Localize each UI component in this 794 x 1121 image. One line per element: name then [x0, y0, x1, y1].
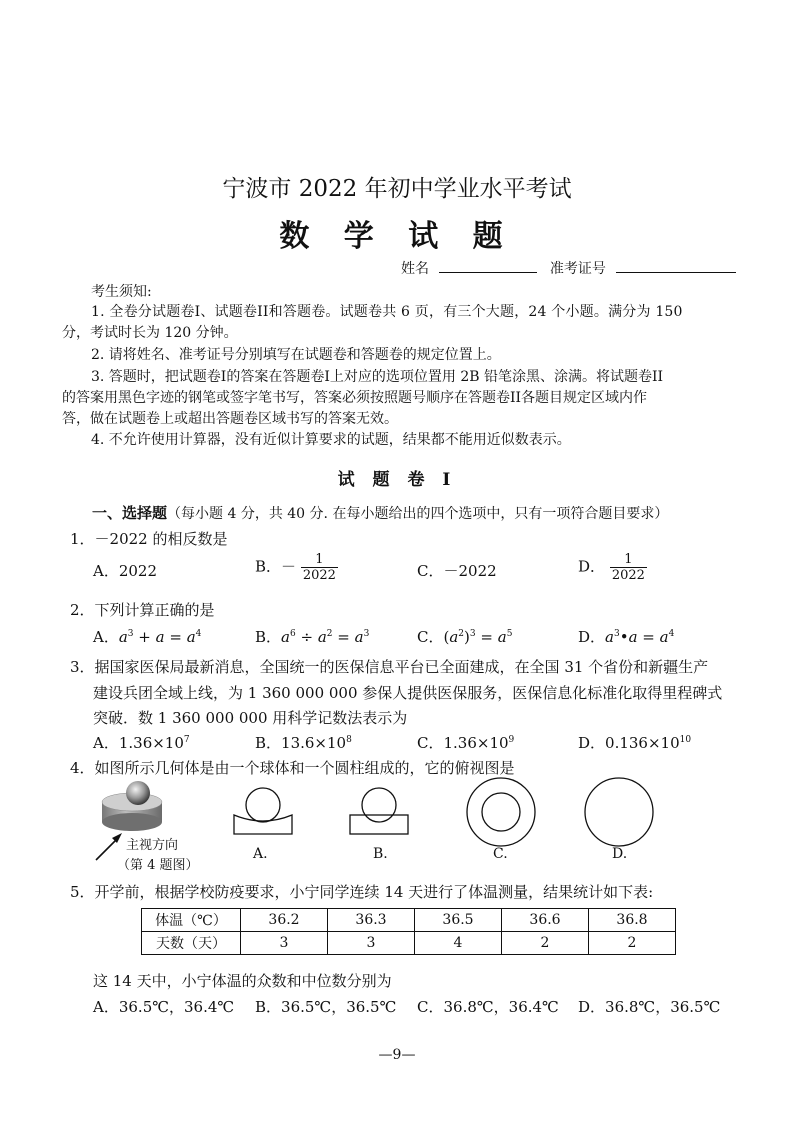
q2-a-label: A． [93, 628, 119, 646]
q1-option-d-prefix: D． [578, 557, 606, 576]
notice-line-4: 3. 答题时，把试题卷I的答案在答题卷I上对应的选项位置用 2B 铅笔涂黑、涂满。将试题卷II [91, 369, 664, 385]
q3-line-3: 突破．数 1 360 000 000 用科学记数法表示为 [93, 709, 408, 727]
q4-figure-caption: （第 4 题图） [117, 858, 199, 873]
q4-option-a-figure [234, 788, 292, 834]
q5-question: 这 14 天中，小宁体温的众数和中位数分别为 [93, 972, 392, 990]
q3-option-c [417, 732, 514, 753]
q2-option-b: B．$a^6 \div a^2 = a^3$ [255, 628, 370, 646]
q1-option-a: A．2022 [93, 562, 158, 580]
table-row [142, 909, 676, 932]
q3-d-base: D．0.136×10 [578, 734, 680, 752]
notice-line-7: 4. 不允许使用计算器，没有近似计算要求的试题，结果都不能用近似数表示。 [91, 432, 571, 448]
q1-option-c: C．－2022 [417, 562, 497, 580]
solid-figure [102, 781, 162, 831]
q3-a-base: A．1.36×10 [93, 734, 184, 752]
q4-option-b-label: B. [373, 846, 388, 862]
table-cell: 36.5 [415, 909, 502, 932]
q2-option-c: C．$(a^2)^3 = a^5$ [417, 628, 513, 646]
q1-option-b [255, 552, 338, 583]
part1-title: 一、选择题 [92, 504, 168, 522]
q4-view-label: 主视方向 [126, 838, 179, 853]
q3-d-exp: 10 [679, 735, 692, 745]
notice-heading: 考生须知: [91, 284, 152, 300]
part1-note: （每小题 4 分，共 40 分. 在每小题给出的四个选项中，只有一项符合题目要求） [167, 506, 669, 522]
table-cell: 36.6 [502, 909, 589, 932]
q2-option-d: D．$a^3•a = a^4$ [578, 628, 675, 646]
q2-stem: 2．下列计算正确的是 [70, 601, 215, 619]
q3-c-base: C．1.36×10 [417, 734, 509, 752]
q1-option-b-fraction [301, 552, 338, 583]
notice-line-3: 2. 请将姓名、准考证号分别填写在试题卷和答题卷的规定位置上。 [91, 347, 501, 363]
temperature-table [141, 908, 676, 955]
q3-b-exp: 8 [346, 735, 352, 745]
table-cell: 2 [502, 932, 589, 955]
table-cell: 36.3 [328, 909, 415, 932]
table-cell: 36.2 [241, 909, 328, 932]
table-cell: 3 [328, 932, 415, 955]
notice-line-6: 答，做在试题卷上或超出答题卷区域书写的答案无效。 [62, 411, 398, 427]
q4-option-d-label: D. [612, 846, 628, 862]
q1-d-denominator: 2022 [611, 568, 645, 583]
q3-a-exp: 7 [183, 735, 190, 745]
q1-b-denominator: 2022 [302, 568, 336, 583]
section-title: 试 题 卷 I [337, 470, 457, 490]
q5-option-a: A．36.5℃，36.4℃ [93, 998, 235, 1016]
q4-option-d-figure [585, 778, 653, 846]
q1-option-b-prefix: B．－ [255, 557, 297, 576]
page-number: —9— [378, 1047, 416, 1063]
q5-option-b: B．36.5℃，36.5℃ [255, 998, 397, 1016]
q1-b-numerator: 1 [301, 552, 338, 568]
q3-line-2: 建设兵团全域上线，为 1 360 000 000 参保人提供医保服务，医保信息化标准化取得里程碑式 [93, 684, 723, 702]
q3-option-a [93, 732, 190, 753]
notice-line-1: 1. 全卷分试题卷I、试题卷II和答题卷。试题卷共 6 页，有三个大题，24 个小题。满分为 150 [91, 304, 683, 320]
q1-option-d [578, 552, 647, 583]
part1-heading [92, 502, 668, 523]
q2-b-label: B． [255, 628, 282, 646]
name-label: 姓名 [401, 261, 429, 277]
q3-b-base: B．13.6×10 [255, 734, 347, 752]
q2-option-a: A．$a^3 + a = a^4$ [93, 628, 202, 646]
table-cell: 36.8 [589, 909, 676, 932]
table-cell: 3 [241, 932, 328, 955]
table-cell: 4 [415, 932, 502, 955]
subject-title: 数 学 试 题 [279, 219, 515, 254]
q5-option-c: C．36.8℃，36.4℃ [417, 998, 559, 1016]
row-header-days: 天数（天） [142, 932, 241, 955]
q2-c-label: C． [417, 628, 444, 646]
q3-option-d [578, 732, 691, 753]
table-row [142, 932, 676, 955]
q2-d-label: D． [578, 628, 606, 646]
q1-d-numerator: 1 [610, 552, 647, 568]
q5-stem: 5．开学前，根据学校防疫要求，小宁同学连续 14 天进行了体温测量，结果统计如下表: [70, 883, 654, 901]
q1-stem: 1．－2022 的相反数是 [70, 530, 228, 548]
name-blank [439, 258, 537, 273]
q4-option-c-figure [467, 778, 535, 846]
exam-title: 宁波市 2022 年初中学业水平考试 [222, 176, 572, 202]
row-header-temp: 体温（℃） [142, 909, 241, 932]
q3-line-1: 3．据国家医保局最新消息，全国统一的医保信息平台已全面建成，在全国 31 个省份和新疆生产 [70, 658, 709, 676]
q4-option-a-label: A. [253, 846, 268, 862]
notice-line-5: 的答案用黑色字迹的钢笔或签字笔书写，答案必须按照题号顺序在答题卷II各题目规定区域内作 [62, 390, 648, 406]
q4-option-b-figure [350, 788, 408, 834]
q4-stem: 4．如图所示几何体是由一个球体和一个圆柱组成的，它的俯视图是 [70, 759, 515, 777]
table-cell: 2 [589, 932, 676, 955]
q1-option-d-fraction [610, 552, 647, 583]
notice-line-2: 分，考试时长为 120 分钟。 [62, 325, 238, 341]
q5-option-d: D．36.8℃，36.5℃ [578, 998, 721, 1016]
id-blank [616, 258, 736, 273]
q3-option-b [255, 732, 352, 753]
id-label: 准考证号 [549, 261, 606, 277]
q4-option-c-label: C. [493, 846, 508, 862]
q3-c-exp: 9 [508, 735, 515, 745]
name-field [401, 258, 736, 278]
